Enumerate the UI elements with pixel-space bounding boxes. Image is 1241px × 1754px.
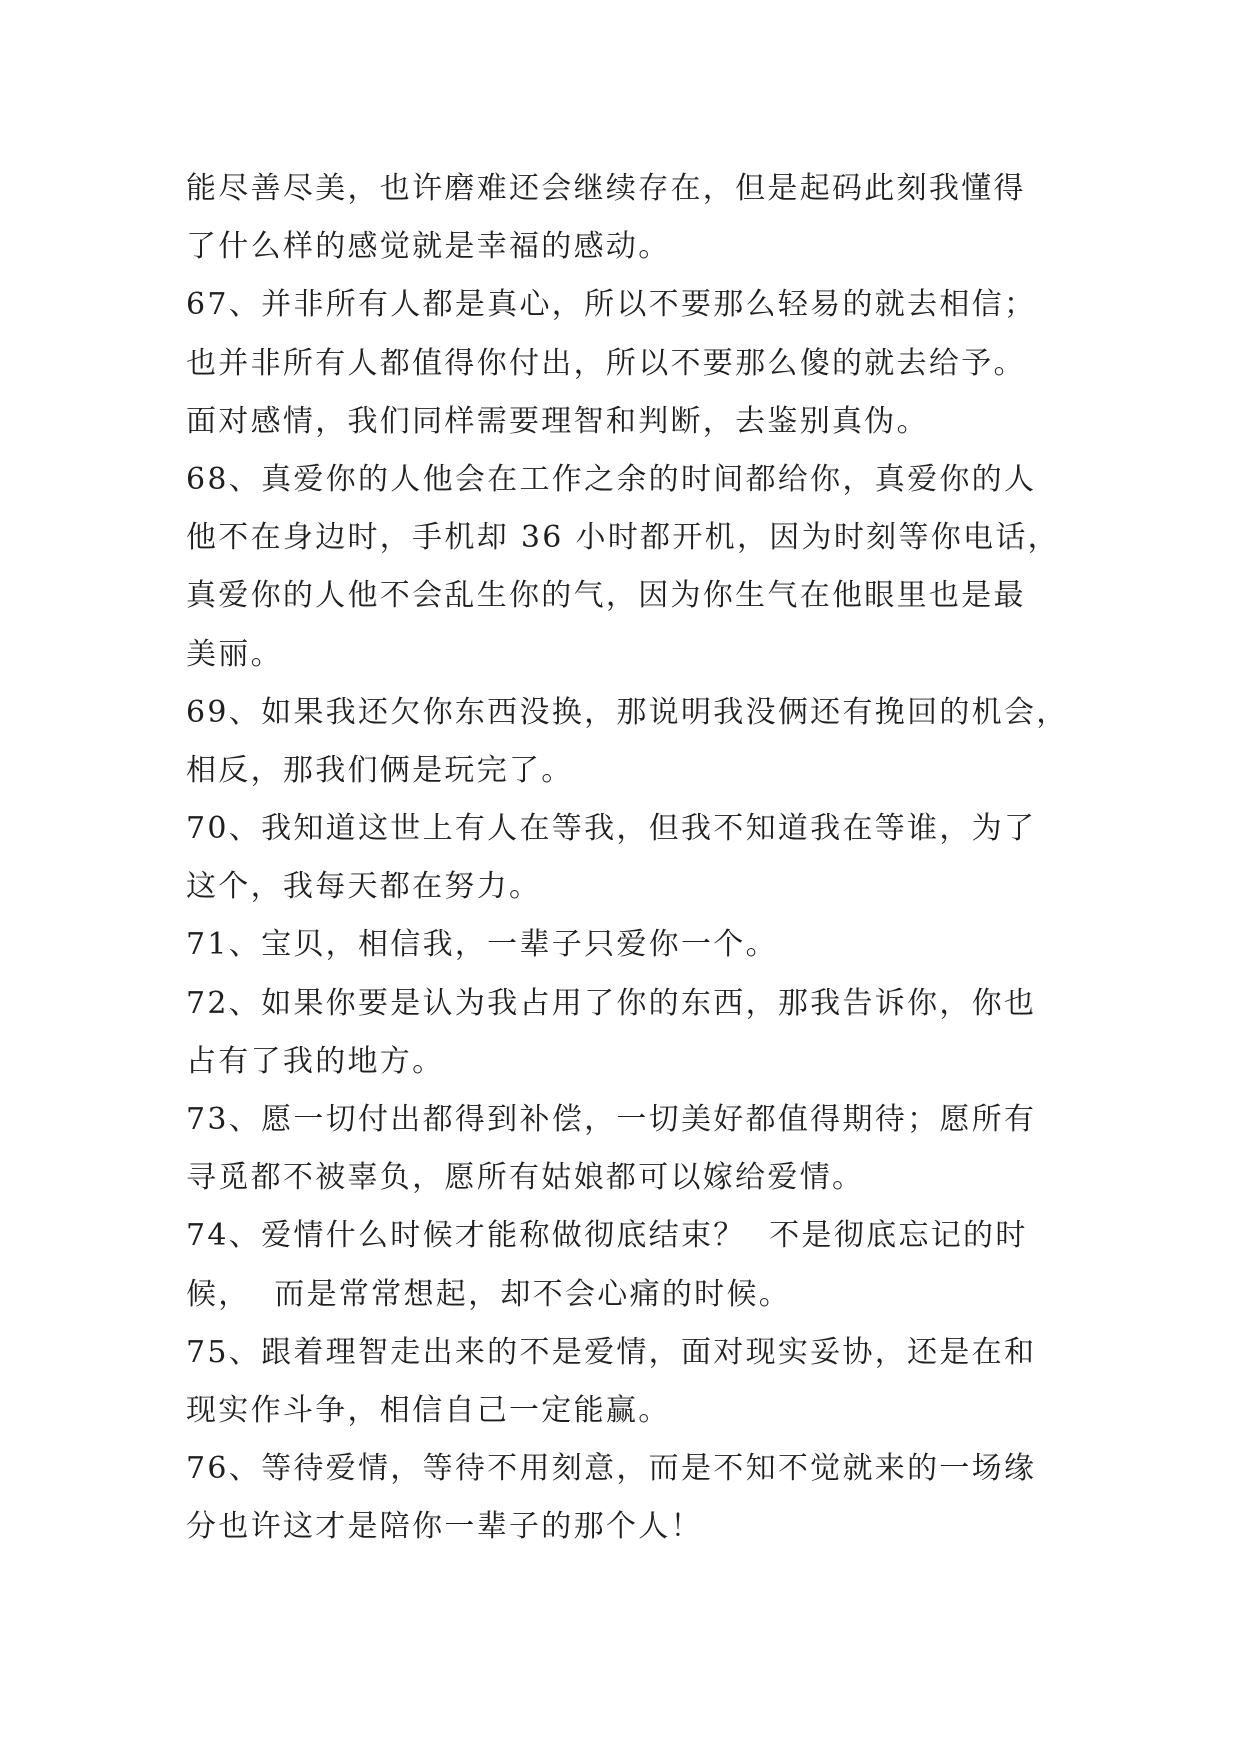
text-line: 67、并非所有人都是真心，所以不要那么轻易的就去相信；	[186, 287, 1037, 323]
text-line: 占有了我的地方。	[186, 1043, 445, 1079]
text-line: 76、等待爱情，等待不用刻意，而是不知不觉就来的一场缘	[186, 1451, 1037, 1487]
text-line: 候， 而是常常想起，却不会心痛的时候。	[186, 1276, 792, 1312]
text-line: 能尽善尽美，也许磨难还会继续存在，但是起码此刻我懂得	[186, 171, 1026, 206]
text-line: 了什么样的感觉就是幸福的感动。	[186, 229, 671, 265]
text-line: 相反，那我们俩是玩完了。	[186, 752, 574, 788]
text-line: 他不在身边时，手机却 36 小时都开机，因为时刻等你电话，	[186, 520, 1060, 556]
text-line: 面对感情，我们同样需要理智和判断，去鉴别真伪。	[186, 403, 929, 439]
text-line: 这个，我每天都在努力。	[186, 869, 542, 905]
text-line: 75、跟着理智走出来的不是爱情，面对现实妥协，还是在和	[186, 1334, 1037, 1370]
text-line: 寻觅都不被辜负，愿所有姑娘都可以嫁给爱情。	[186, 1160, 865, 1196]
document-body	[186, 160, 1069, 1557]
text-line: 72、如果你要是认为我占用了你的东西，那我告诉你，你也	[186, 985, 1037, 1021]
text-line: 真爱你的人他不会乱生你的气，因为你生气在他眼里也是最	[186, 578, 1026, 614]
text-line: 现实作斗争，相信自己一定能赢。	[186, 1392, 671, 1428]
text-line: 73、愿一切付出都得到补偿，一切美好都值得期待；愿所有	[186, 1102, 1037, 1137]
text-line: 70、我知道这世上有人在等我，但我不知道我在等谁，为了	[186, 811, 1037, 847]
text-line: 也并非所有人都值得你付出，所以不要那么傻的就去给予。	[186, 345, 1026, 381]
text-line: 69、如果我还欠你东西没换，那说明我没俩还有挽回的机会，	[186, 694, 1069, 730]
text-line: 68、真爱你的人他会在工作之余的时间都给你，真爱你的人	[186, 461, 1037, 497]
text-line: 分也许这才是陪你一辈子的那个人！	[186, 1509, 703, 1545]
text-line: 美丽。	[186, 636, 283, 672]
text-line: 71、宝贝，相信我，一辈子只爱你一个。	[186, 927, 778, 963]
text-line: 74、爱情什么时候才能称做彻底结束？ 不是彻底忘记的时	[186, 1218, 1028, 1254]
